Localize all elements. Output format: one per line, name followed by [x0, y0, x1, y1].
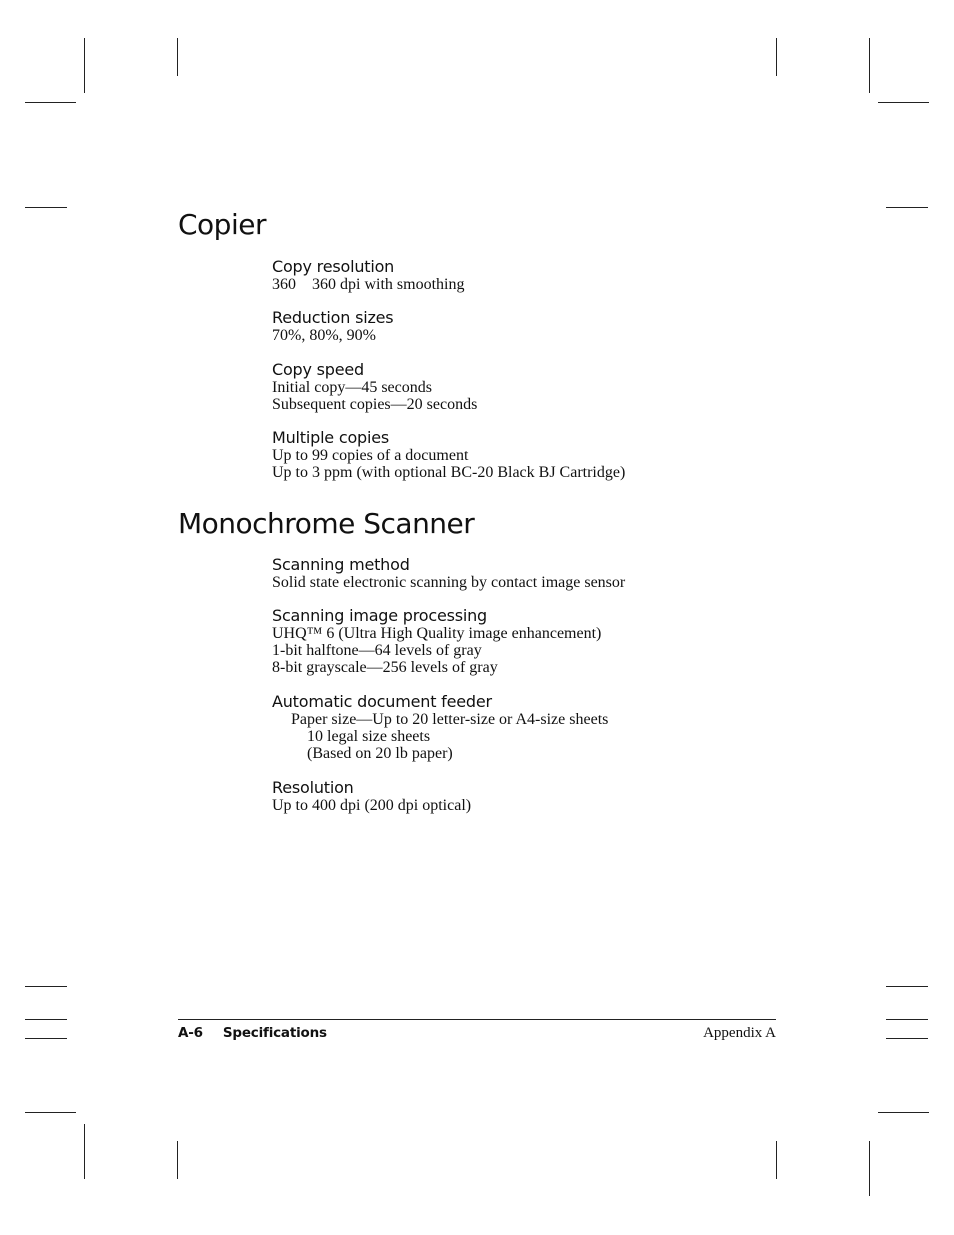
spec-value: (Based on 20 lb paper): [307, 745, 453, 762]
crop-mark: [886, 986, 928, 987]
crop-mark: [869, 1141, 870, 1196]
spec-value: Solid state electronic scanning by contact image sensor: [272, 574, 626, 591]
crop-mark: [878, 102, 929, 103]
chapter-name: Specifications: [222, 1025, 327, 1041]
spec-multiple-copies: [272, 429, 625, 481]
footer-appendix: Appendix A: [703, 1025, 776, 1041]
spec-resolution: [272, 779, 471, 814]
crop-mark: [886, 207, 928, 208]
crop-mark: [84, 1124, 85, 1179]
crop-mark: [869, 38, 870, 93]
crop-mark: [878, 1112, 929, 1113]
spec-value: 1-bit halftone—64 levels of gray: [272, 642, 482, 659]
spec-value: Paper size—Up to 20 letter-size or A4-size sheets: [291, 711, 609, 728]
section-title-copier: Copier: [178, 208, 266, 241]
crop-mark: [886, 1038, 928, 1039]
spec-heading: Scanning image processing: [272, 606, 488, 625]
page-number: A-6: [178, 1025, 203, 1041]
spec-automatic-document-feeder: [272, 693, 608, 762]
crop-mark: [25, 207, 67, 208]
spec-value: Initial copy—45 seconds: [272, 379, 432, 396]
spec-value: Up to 3 ppm (with optional BC-20 Black BJ Cartridge): [272, 464, 626, 481]
spec-heading: Automatic document feeder: [272, 692, 492, 711]
spec-reduction-sizes: [272, 309, 393, 344]
crop-mark: [84, 38, 85, 93]
spec-scanning-image-processing: [272, 607, 601, 676]
crop-mark: [25, 1038, 67, 1039]
footer-page-label: [178, 1025, 327, 1041]
crop-mark: [177, 38, 178, 76]
crop-mark: [25, 1112, 76, 1113]
crop-mark: [25, 1019, 67, 1020]
crop-mark: [177, 1141, 178, 1179]
crop-mark: [25, 986, 67, 987]
spec-heading: Scanning method: [272, 555, 410, 574]
spec-value: Up to 99 copies of a document: [272, 447, 469, 464]
spec-value: Subsequent copies—20 seconds: [272, 396, 478, 413]
crop-mark: [886, 1019, 928, 1020]
spec-value: UHQ™ 6 (Ultra High Quality image enhancement): [272, 625, 602, 642]
spec-heading: Reduction sizes: [272, 308, 394, 327]
crop-mark: [776, 1141, 777, 1179]
footer-rule: [178, 1019, 776, 1020]
spec-value: 8-bit grayscale—256 levels of gray: [272, 659, 498, 676]
spec-scanning-method: [272, 556, 625, 591]
crop-mark: [776, 38, 777, 76]
spec-heading: Copy resolution: [272, 257, 395, 276]
spec-value: Up to 400 dpi (200 dpi optical): [272, 797, 472, 814]
spec-value: 70%, 80%, 90%: [272, 327, 376, 344]
spec-value: 10 legal size sheets: [307, 728, 431, 745]
spec-heading: Copy speed: [272, 360, 365, 379]
crop-mark: [25, 102, 76, 103]
section-title-scanner: Monochrome Scanner: [178, 507, 475, 540]
spec-heading: Resolution: [272, 778, 354, 797]
spec-heading: Multiple copies: [272, 428, 390, 447]
spec-copy-resolution: [272, 258, 464, 293]
spec-copy-speed: [272, 361, 477, 413]
spec-value: 360 360 dpi with smoothing: [272, 276, 465, 293]
